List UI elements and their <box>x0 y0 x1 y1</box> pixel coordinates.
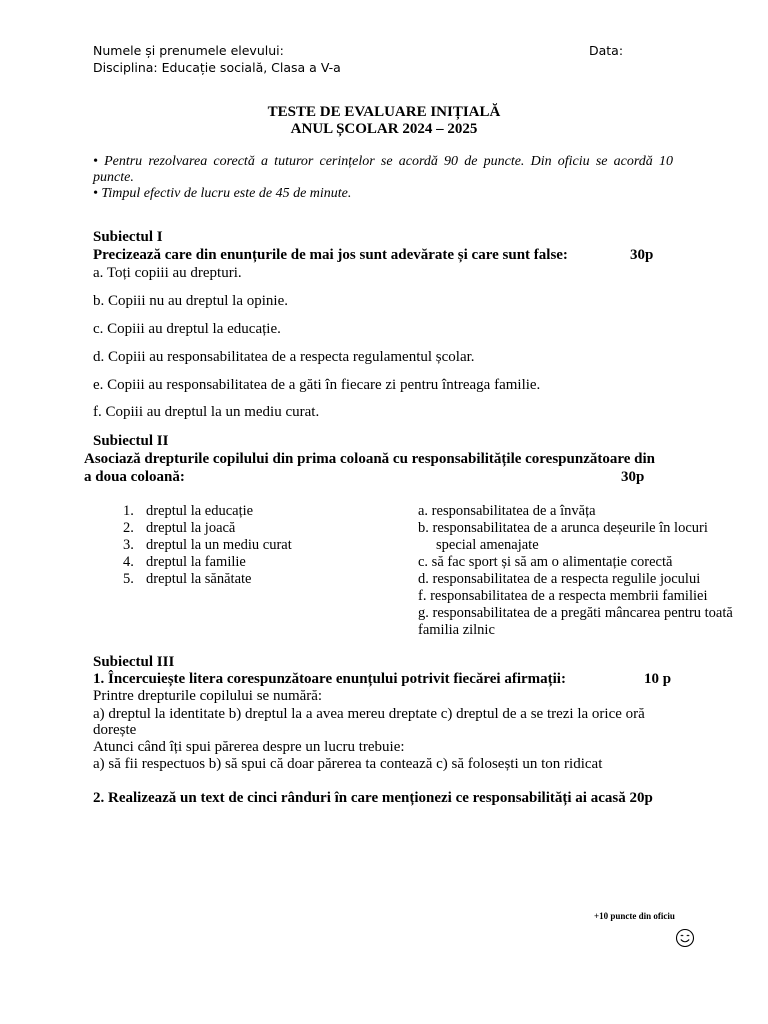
responsibility-d: d. responsabilitatea de a respecta regulile jocului <box>418 571 701 587</box>
responsibility-g-cont: familia zilnic <box>418 622 495 638</box>
statement-a: a. Toți copiii au drepturi. <box>93 265 242 281</box>
responsibility-f: f. responsabilitatea de a respecta membrii familiei <box>418 588 708 604</box>
school-year: ANUL ȘCOLAR 2024 – 2025 <box>290 121 478 137</box>
subject1-instruction: Precizează care din enunțurile de mai jos sunt adevărate și care sunt false: <box>93 247 568 263</box>
bonus-points: +10 puncte din oficiu <box>594 911 675 921</box>
statement-b: b. Copiii nu au dreptul la opinie. <box>93 293 288 309</box>
q1-item2-prompt: Atunci când îți spui părerea despre un lucru trebuie: <box>93 739 405 755</box>
subject2-heading: Subiectul II <box>93 433 169 449</box>
responsibility-c: c. să fac sport și să am o alimentație corectă <box>418 554 673 570</box>
q1-item1-prompt: Printre drepturile copilului se numără: <box>93 688 323 704</box>
subject1-points: 30p <box>630 247 654 263</box>
right-item-1: 1. dreptul la educație <box>123 503 254 519</box>
smiley-icon <box>675 928 695 948</box>
subject1-heading: Subiectul I <box>93 229 163 245</box>
responsibility-g: g. responsabilitatea de a pregăti mâncarea pentru toată <box>418 605 733 621</box>
date-label: Data: <box>589 43 624 58</box>
responsibility-b-cont: special amenajate <box>436 537 539 553</box>
right-item-4: 4. dreptul la familie <box>123 554 246 570</box>
q1-item2-options: a) să fii respectuos b) să spui că doar părerea ta contează c) să folosești un ton ridicat <box>93 756 603 772</box>
discipline-label: Disciplina: Educație socială, Clasa a V-a <box>93 60 341 75</box>
statement-d: d. Copiii au responsabilitatea de a respecta regulamentul școlar. <box>93 349 475 365</box>
right-item-2: 2. dreptul la joacă <box>123 520 236 536</box>
note-scoring-cont: puncte. <box>93 170 134 185</box>
statement-e: e. Copiii au responsabilitatea de a găti în fiecare zi pentru întreaga familie. <box>93 377 541 393</box>
subject3-q2-label: 2. Realizează un text de cinci rânduri în care menționezi ce responsabilități ai acasă 20p <box>93 790 653 806</box>
note-scoring: • Pentru rezolvarea corectă a tuturor cerințelor se acordă 90 de puncte. Din oficiu se acordă 10 <box>93 154 673 169</box>
q1-item1-options: a) dreptul la identitate b) dreptul la a avea mereu dreptate c) dreptul de a se trezi la orice oră <box>93 706 645 722</box>
subject2-points: 30p <box>621 469 645 485</box>
subject3-heading: Subiectul III <box>93 654 175 670</box>
subject3-q1-label: 1. Încercuiește litera corespunzătoare enunțului potrivit fiecărei afirmații: <box>93 671 566 687</box>
note-time: • Timpul efectiv de lucru este de 45 de minute. <box>93 186 352 201</box>
right-item-3: 3. dreptul la un mediu curat <box>123 537 292 553</box>
subject2-instruction: Asociază drepturile copilului din prima coloană cu responsabilitățile corespunzătoare din <box>84 451 656 467</box>
statement-f: f. Copiii au dreptul la un mediu curat. <box>93 404 320 420</box>
responsibility-b: b. responsabilitatea de a arunca deșeurile în locuri <box>418 520 708 536</box>
student-name-label: Numele și prenumele elevului: <box>93 43 284 58</box>
right-item-5: 5. dreptul la sănătate <box>123 571 252 587</box>
subject2-instruction-cont: a doua coloană: <box>84 469 185 485</box>
q1-item1-options-cont: dorește <box>93 722 137 738</box>
responsibility-a: a. responsabilitatea de a învăța <box>418 503 596 519</box>
subject3-q1-points: 10 p <box>644 671 672 687</box>
statement-c: c. Copiii au dreptul la educație. <box>93 321 281 337</box>
page-title: TESTE DE EVALUARE INIȚIALĂ <box>267 104 501 120</box>
